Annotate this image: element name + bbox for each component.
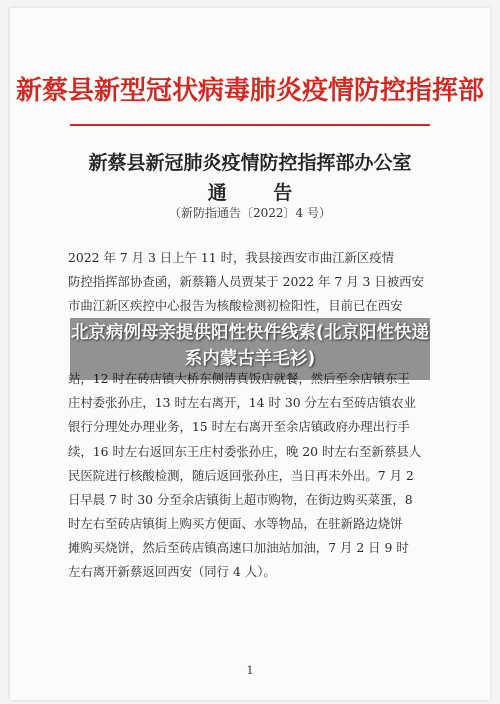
body-line: 2022 年 7 月 3 日上午 11 时，我县接西安市曲江新区疫情 (68, 250, 395, 265)
body-line: 续，16 时左右返回东王庄村委张孙庄，晚 20 时左右至新蔡县人 (68, 443, 422, 459)
body-line: 银行分理处办理业务，15 时左右离开至余店镇政府办理出行手 (68, 419, 410, 435)
body-line: 站，12 时在砖店镇大桥东侧清真饭店就餐，然后至余店镇东王 (68, 370, 410, 386)
page-number: 1 (246, 664, 254, 677)
body-line: 日早晨 7 时 30 分至余店镇街上超市购物，在街边购买菜蛋，8 (68, 491, 413, 507)
body-line: 时左右至砖店镇街上购买方便面、水等物品，在驻新路边烧饼 (68, 516, 403, 532)
body-line: 摊购买烧饼，然后至砖店镇高速口加油站加油，7 月 2 日 9 时 (68, 540, 409, 556)
header-title: 新蔡县新型冠状病毒肺炎疫情防控指挥部 (15, 76, 484, 106)
notice-body (68, 246, 452, 585)
body-line: 防控指挥部协查函，新蔡籍人员贾某于 2022 年 7 月 3 日被西安 (68, 274, 424, 290)
body-line: 庄村委张孙庄，13 时左右离开，14 时 30 分左右至砖店镇农业 (68, 395, 417, 411)
document-number: （新防指通告〔2022〕4 号） (169, 206, 331, 220)
body-line: 民医院进行核酸检测，随后返回张孙庄，当日再未外出。7 月 2 (68, 467, 414, 483)
body-line: 左右离开新蔡返回西安（同行 4 人）。 (68, 564, 276, 580)
body-line: 市曲江新区疾控中心报告为核酸检测初检阳性，目前已在西安 (68, 298, 403, 314)
red-divider-line (70, 124, 430, 126)
headline-overlay: 北京病例母亲提供阳性快件线索(北京阳性快递系内蒙古羊毛衫) (71, 323, 429, 369)
office-title: 新蔡县新冠肺炎疫情防控指挥部办公室 (88, 152, 412, 174)
notice-title: 通 告 (207, 182, 313, 204)
